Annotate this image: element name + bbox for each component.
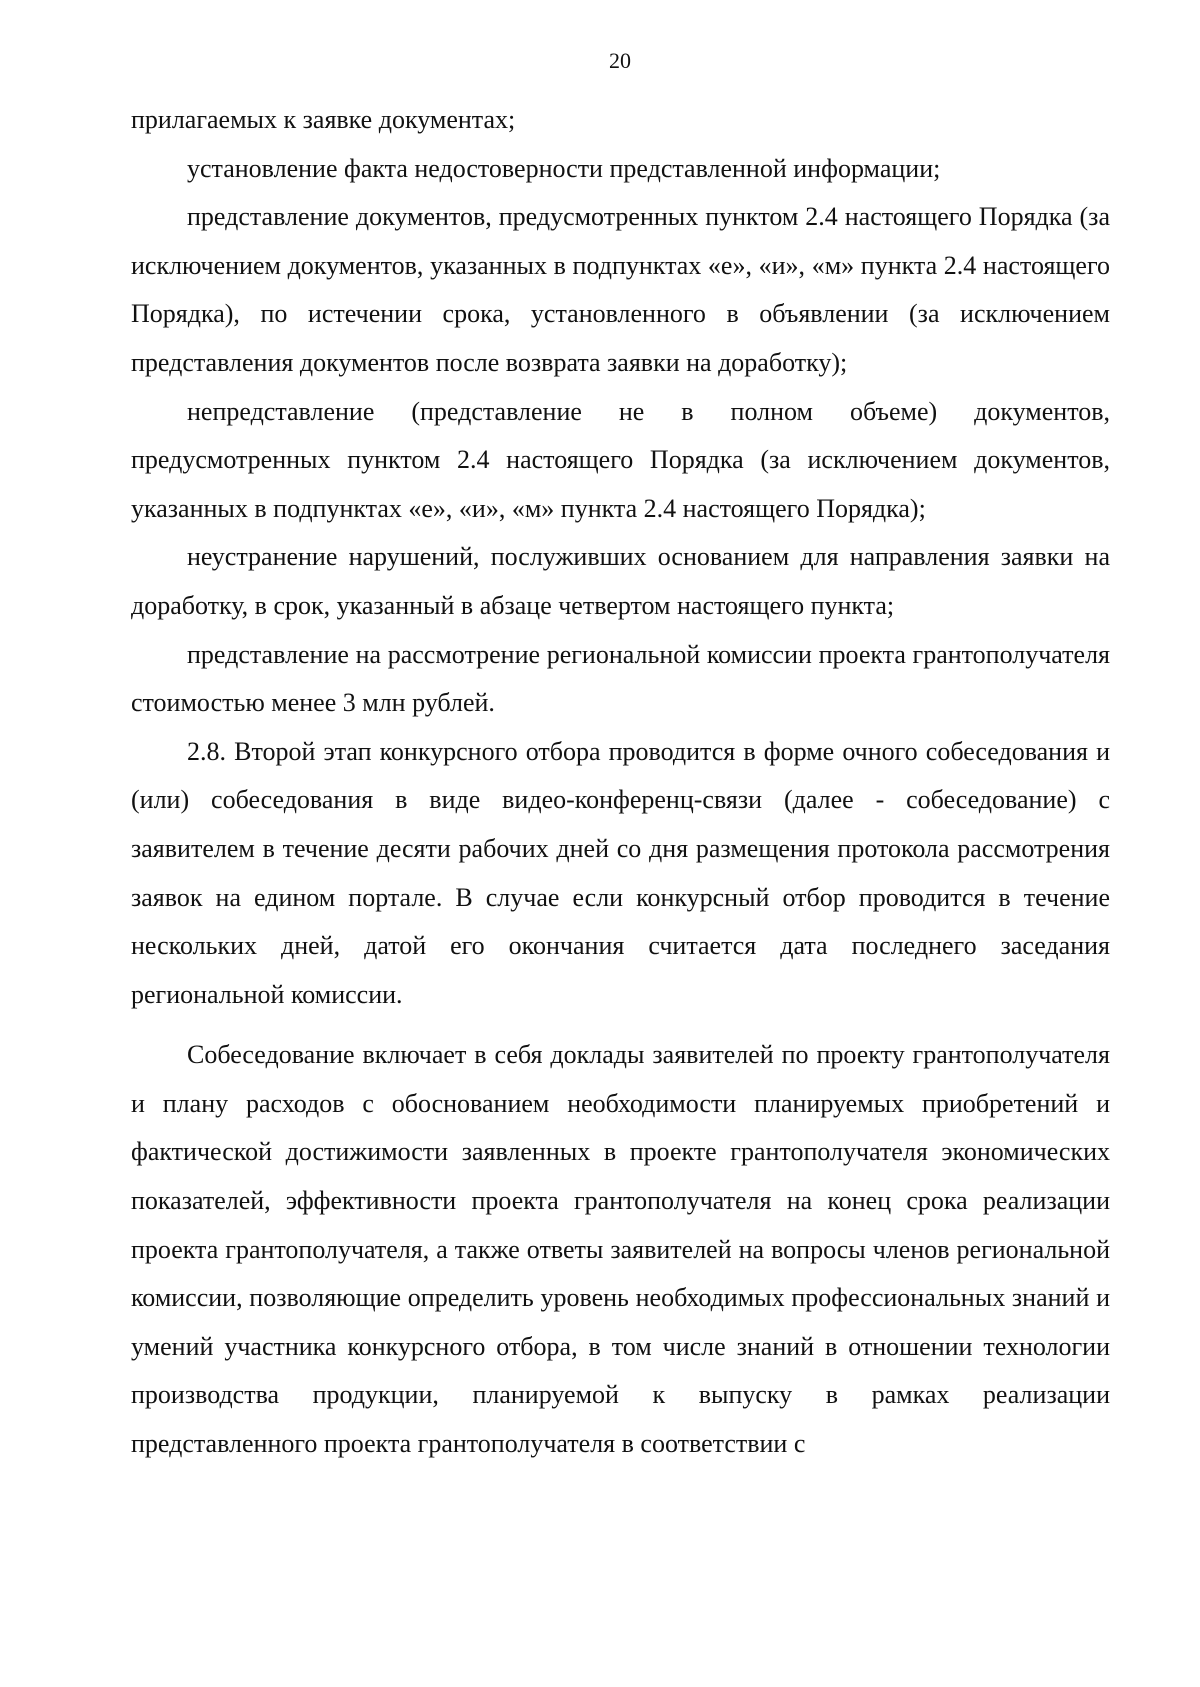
page-number: 20 bbox=[609, 48, 631, 73]
paragraph-section-2-8: 2.8. Второй этап конкурсного отбора проводится в форме очного собеседования и (или) собеседования в виде видео-конференц-связи (далее - собеседование) с заявителем в течение десяти рабочих дней со дня размещения протокола рассмотрения заявок на едином портале. В случае если конкурсный отбор проводится в течение нескольких дней, датой его окончания считается дата последнего заседания региональной комиссии. bbox=[131, 736, 1110, 1009]
paragraph-continuation: прилагаемых к заявке документах; bbox=[131, 105, 516, 134]
paragraph-uncorrected-violations: неустранение нарушений, послуживших основанием для направления заявки на доработку, в срок, указанный в абзаце четвертом настоящего пункта; bbox=[131, 542, 1110, 620]
document-body bbox=[131, 96, 1110, 1469]
paragraph-project-cost: представление на рассмотрение региональной комиссии проекта грантополучателя стоимостью менее 3 млн рублей. bbox=[131, 639, 1110, 718]
paragraph-late-submission: представление документов, предусмотренных пунктом 2.4 настоящего Порядка (за исключением документов, указанных в подпунктах «е», «и», «м» пункта 2.4 настоящего Порядка), по истечении срока, установленного в объявлении (за исключением представления документов после возврата заявки на доработку); bbox=[131, 202, 1110, 377]
paragraph-interview: Собеседование включает в себя доклады заявителей по проекту грантополучателя и плану расходов с обоснованием необходимости планируемых приобретений и фактической достижимости заявленных в проекте грантополучателя экономических показателей, эффективности проекта грантополучателя на конец срока реализации проекта грантополучателя, а также ответы заявителей на вопросы членов региональной комиссии, позволяющие определить уровень необходимых профессиональных знаний и умений участника конкурсного отбора, в том числе знаний в отношении технологии производства продукции, планируемой к выпуску в рамках реализации представленного проекта грантополучателя в соответствии с bbox=[131, 1040, 1110, 1459]
paragraph-incomplete-documents: непредставление (представление не в полном объеме) документов, предусмотренных пунктом 2.4 настоящего Порядка (за исключением документов, указанных в подпунктах «е», «и», «м» пункта 2.4 настоящего Порядка); bbox=[131, 396, 1110, 523]
paragraph-unreliable-info: установление факта недостоверности представленной информации; bbox=[187, 153, 941, 183]
